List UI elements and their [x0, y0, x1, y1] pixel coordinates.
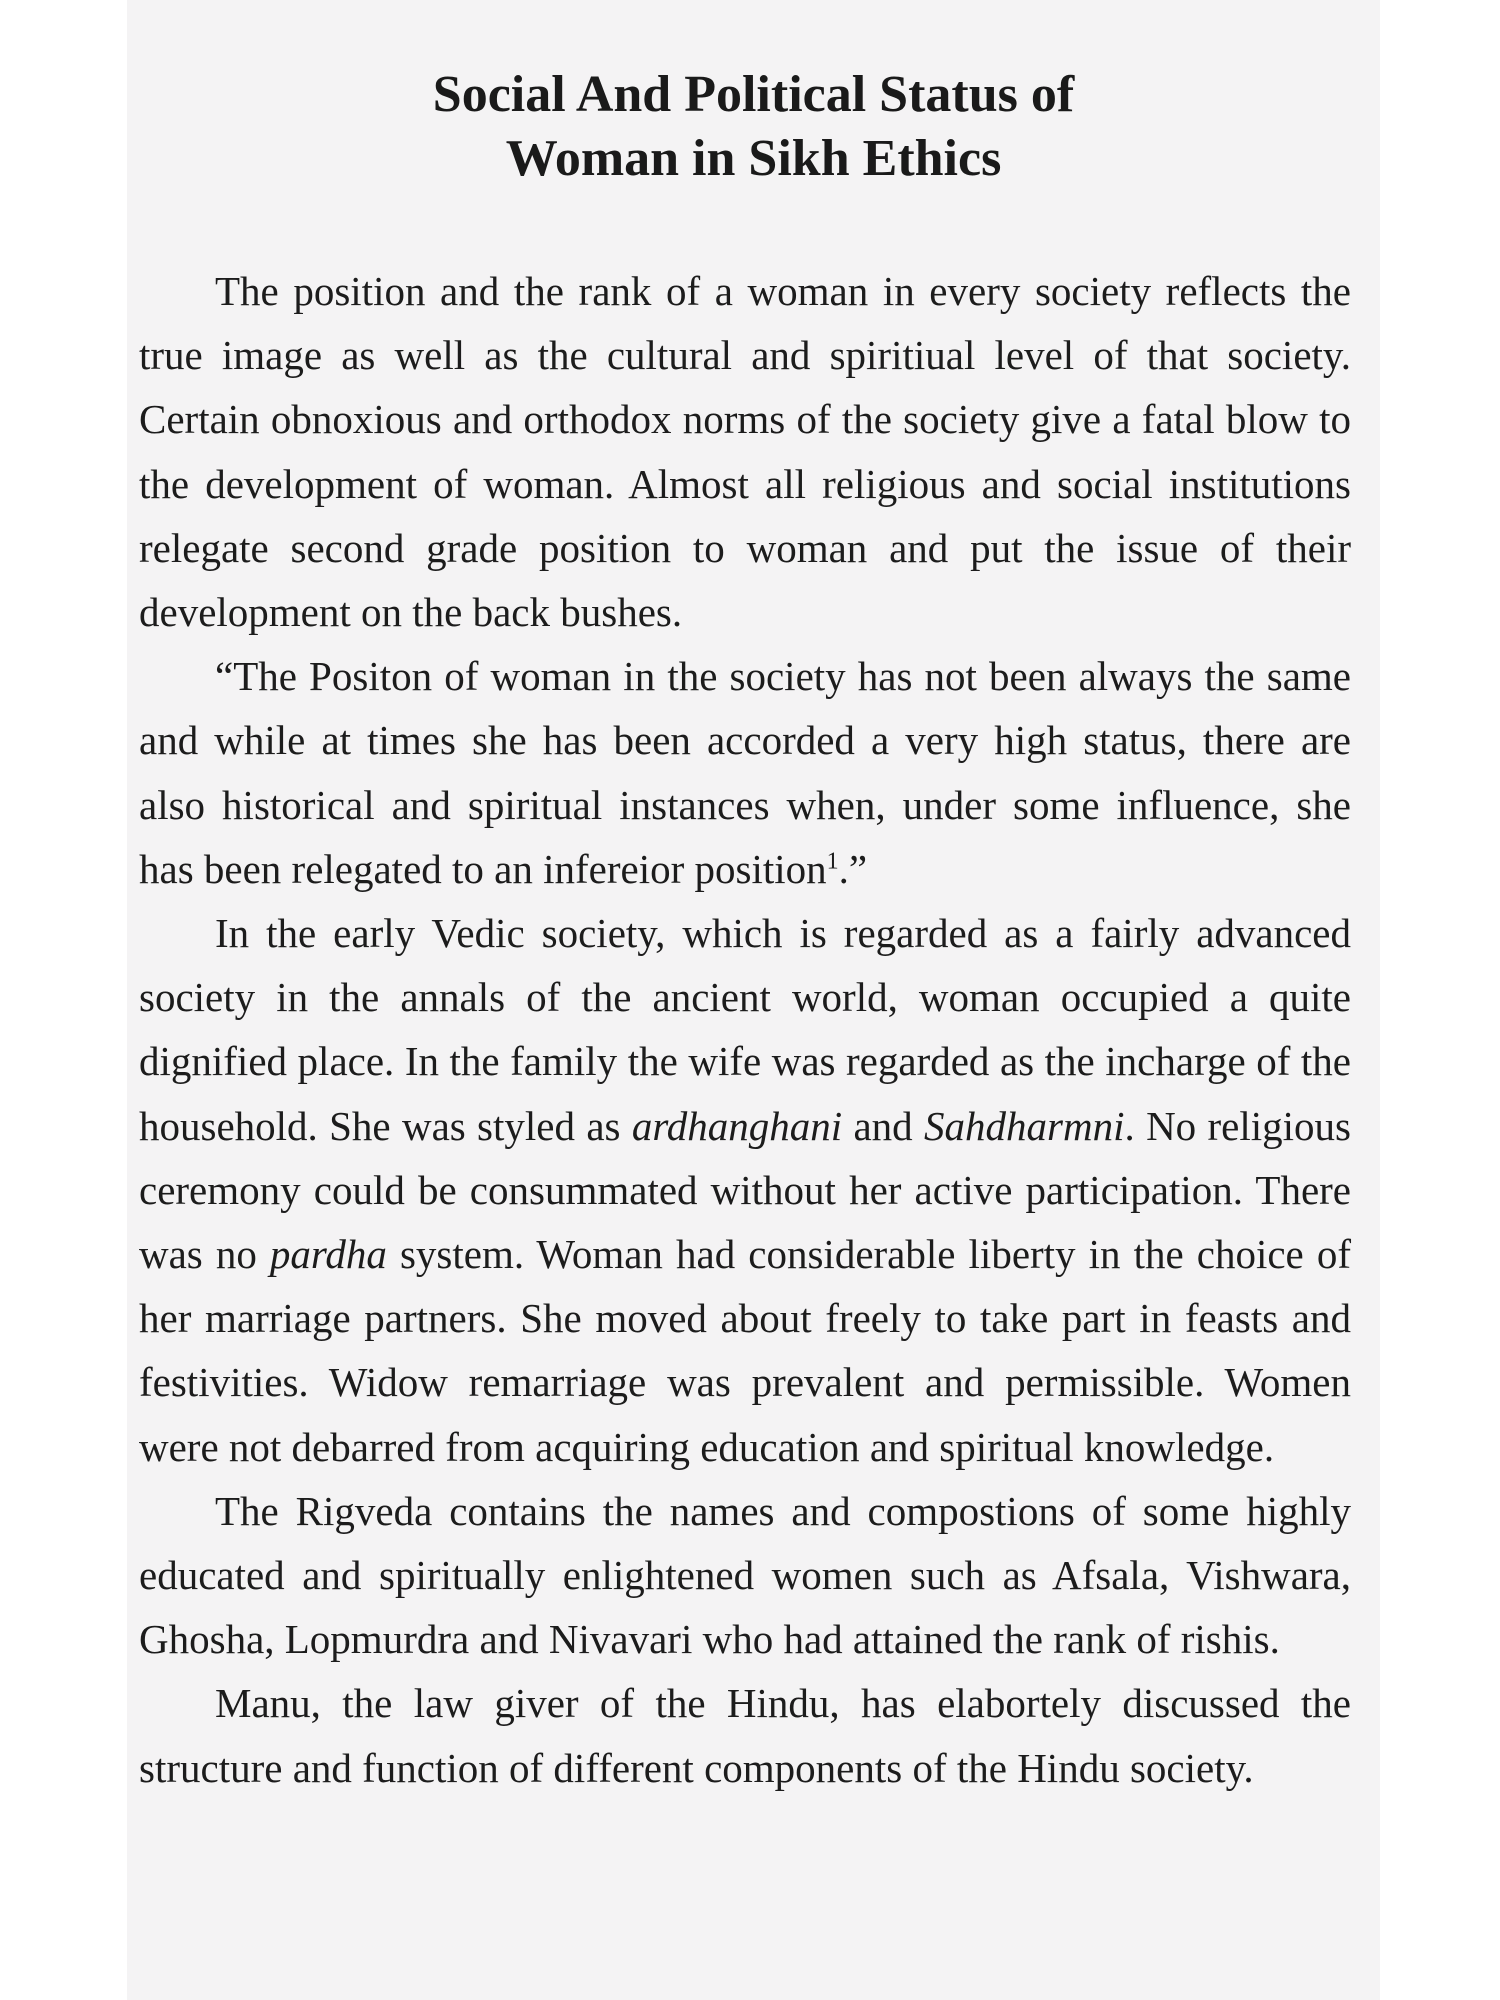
paragraph-4: The Rigveda contains the names and compostions of some highly educated and spiritually enlightened women such as Afsala, Vishwara, Ghosha, Lopmurdra and Nivavari who had attained the rank of rishis.	[139, 1487, 1351, 1663]
chapter-title-line-1: Social And Political Status of	[432, 66, 1075, 123]
paragraph-3-part-b: and	[842, 1102, 925, 1149]
term-pardha: pardha	[269, 1231, 387, 1278]
term-ardhanghani: ardhanghani	[631, 1102, 843, 1149]
paragraph-3-part-a: In the early Vedic society, which is regarded as a fairly advanced society in the annals of the ancient world, woman occupied a quite dignified place. In the family the wife was regarded as the incharge of the household. She was styled as	[139, 910, 1351, 1149]
paragraph-5: Manu, the law giver of the Hindu, has elabortely discussed the structure and function of different components of the Hindu society.	[139, 1680, 1351, 1791]
paragraph-1: The position and the rank of a woman in every society reflects the true image as well as the cultural and spiritiual level of that society. Certain obnoxious and orthodox norms of the society give a fatal blow to the development of woman. Almost all religious and social institutions relegate second grade position to woman and put the issue of their development on the back bushes.	[139, 268, 1351, 636]
paragraph-3-part-d: system. Woman had considerable liberty in the choice of her marriage partners. She moved about freely to take part in feasts and festivities. Widow remarriage was prevalent and permissible. Women were not debarred from acquiring education and spiritual knowledge.	[139, 1231, 1351, 1470]
book-page	[127, 0, 1380, 2000]
quote-end: .”	[838, 845, 868, 892]
quote-text: “The Positon of woman in the society has not been always the same and while at times she has been accorded a very high status, there are also historical and spiritual instances when, under some influence, she has been relegated to an infereior position	[139, 653, 1351, 892]
chapter-title	[127, 63, 1380, 191]
term-sahdharmni: Sahdharmni	[924, 1102, 1125, 1149]
paragraph-3-part-c: . No religious ceremony could be consummated without her active participation. There was no	[139, 1102, 1351, 1278]
paragraph-2	[139, 644, 1351, 901]
chapter-title-line-2: Woman in Sikh Ethics	[505, 130, 1002, 187]
chapter-body	[139, 259, 1351, 1800]
paragraph-3	[139, 901, 1351, 1479]
footnote-marker: 1	[826, 848, 839, 875]
